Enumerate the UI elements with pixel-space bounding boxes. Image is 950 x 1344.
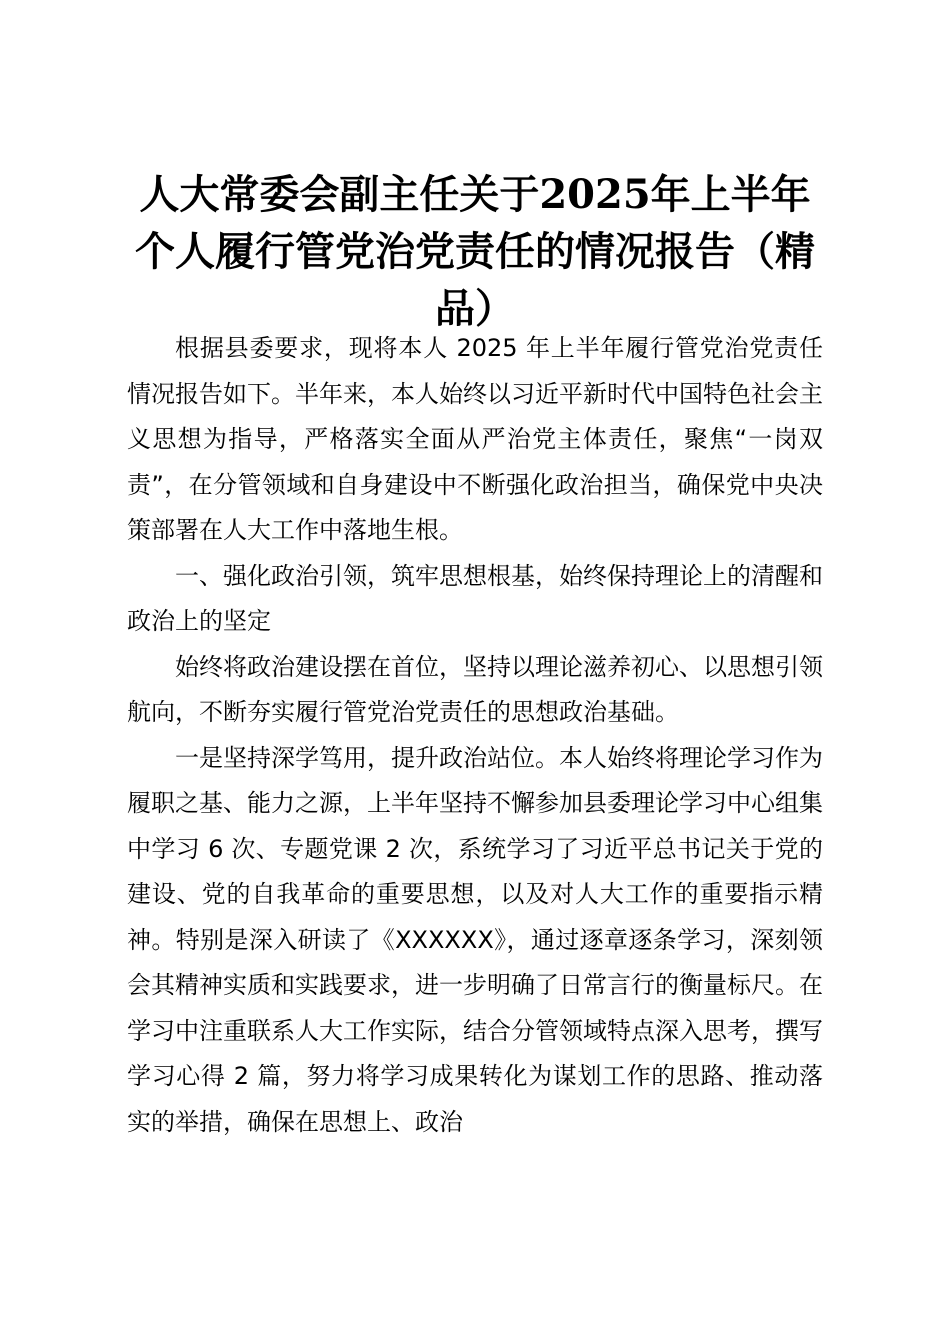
paragraph-point-1: 一是坚持深学笃用，提升政治站位。本人始终将理论学习作为履职之基、能力之源，上半年坚持不懈参加县委理论学习中心组集中学习 6 次、专题党课 2 次，系统学习了习近平总书记关于党的建设、党的自我革命的重要思想，以及对人大工作的重要指示精神。特别是深入研读了《XXXXXX》，通过逐章逐条学习，深刻领会其精神实质和实践要求，进一步明确了日常言行的衡量标尺。在学习中注重联系人大工作实际，结合分管领域特点深入思考，撰写学习心得 2 篇，努力将学习成果转化为谋划工作的思路、推动落实的举措，确保在思想上、政治 — [127, 743, 823, 1136]
document-title — [100, 166, 850, 337]
title-line-1: 人大常委会副主任关于2025年上半年 — [139, 171, 811, 218]
section-heading-1: 一、强化政治引领，筑牢思想根基，始终保持理论上的清醒和政治上的坚定 — [127, 561, 823, 635]
paragraph-intro: 根据县委要求，现将本人 2025 年上半年履行管党治党责任情况报告如下。半年来，本人始终以习近平新时代中国特色社会主义思想为指导，严格落实全面从严治党主体责任，聚焦“一岗双责”，在分管领域和自身建设中不断强化政治担当，确保党中央决策部署在人大工作中落地生根。 — [127, 334, 823, 544]
document-body — [127, 326, 823, 1145]
title-line-3: 品） — [435, 285, 515, 332]
title-line-2: 个人履行管党治党责任的情况报告（精 — [135, 228, 815, 275]
paragraph-section-summary: 始终将政治建设摆在首位，坚持以理论滋养初心、以思想引领航向，不断夯实履行管党治党责任的思想政治基础。 — [127, 652, 823, 726]
